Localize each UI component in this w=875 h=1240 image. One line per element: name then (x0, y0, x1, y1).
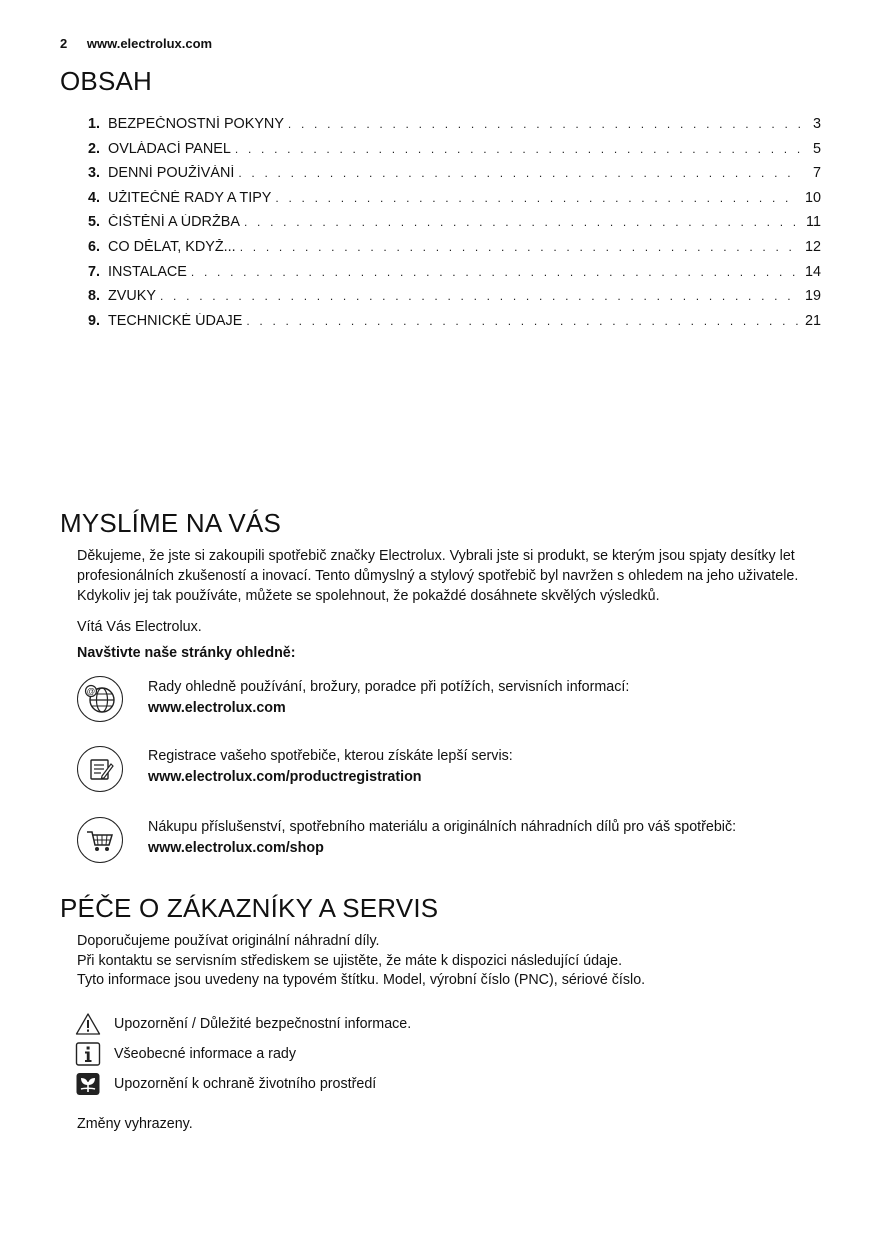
website-link[interactable]: www.electrolux.com (86, 36, 213, 51)
toc-number: 4. (88, 189, 101, 206)
page-number: 2 (60, 36, 68, 51)
toc-leader (160, 289, 799, 303)
section-title-thinking: MYSLÍME NA VÁS (60, 508, 281, 538)
legend-warning (75, 1012, 411, 1036)
info-text-shop (148, 817, 848, 859)
care-line: Tyto informace jsou uvedeny na typovém štítku. Model, výrobní číslo (PNC), sériové číslo. (77, 972, 646, 989)
legend-text: Upozornění / Důležité bezpečnostní informace. (114, 1016, 412, 1032)
toc-label: TECHNICKÉ ÚDAJE (108, 312, 243, 329)
toc-page: 21 (804, 312, 821, 329)
info-icon (75, 1042, 101, 1066)
toc-item[interactable] (88, 116, 821, 141)
info-text-registration (148, 746, 848, 788)
changes-note: Změny vyhrazeny. (77, 1116, 193, 1132)
toc-number: 5. (88, 214, 101, 231)
visit-heading: Navštivte naše stránky ohledně: (77, 645, 296, 661)
toc-item[interactable] (88, 214, 821, 239)
shopping-cart-icon (77, 817, 123, 863)
toc-page: 7 (812, 165, 821, 182)
website-link[interactable]: www.electrolux.com (148, 700, 286, 716)
toc-label: ČIŠTĚNÍ A ÚDRŽBA (108, 214, 240, 231)
info-description: Rady ohledně používání, brožury, poradce při potížích, servisních informací: (148, 679, 630, 695)
svg-text:@: @ (86, 686, 96, 696)
toc-leader (288, 117, 801, 131)
toc-leader (240, 240, 799, 254)
info-description: Registrace vašeho spotřebiče, kterou získáte lepší servis: (148, 748, 513, 764)
toc-number: 2. (88, 140, 101, 157)
toc-title: OBSAH (60, 66, 153, 96)
legend-text: Všeobecné informace a rady (114, 1046, 296, 1062)
toc-item[interactable] (88, 239, 821, 264)
registration-icon (77, 746, 123, 792)
toc-number: 6. (88, 238, 101, 255)
toc-label: UŽITEČNÉ RADY A TIPY (108, 189, 272, 206)
toc-page: 12 (804, 238, 821, 255)
warning-icon (75, 1012, 101, 1036)
toc-item[interactable] (88, 190, 821, 215)
care-paragraph (77, 932, 827, 991)
greeting-text: Vítá Vás Electrolux. (77, 619, 202, 635)
toc-label: BEZPEČNOSTNÍ POKYNY (108, 116, 284, 132)
toc-number: 8. (88, 288, 101, 305)
environment-icon (75, 1072, 101, 1096)
legend-text: Upozornění k ochraně životního prostředí (114, 1076, 377, 1092)
table-of-contents (88, 116, 821, 337)
toc-leader (246, 314, 799, 328)
legend-environment (75, 1072, 376, 1096)
toc-page: 14 (804, 263, 821, 280)
toc-leader (191, 265, 799, 279)
registration-link[interactable]: www.electrolux.com/productregistration (148, 769, 422, 785)
toc-number: 3. (88, 165, 101, 182)
info-item-shop (77, 817, 737, 863)
info-description: Nákupu příslušenství, spotřebního materiálu a originálních náhradních dílů pro váš spotřebič: (148, 819, 737, 835)
toc-label: CO DĚLAT, KDYŽ... (108, 238, 236, 255)
care-line: Při kontaktu se servisním střediskem se ujistěte, že máte k dispozici následující údaje. (77, 952, 623, 969)
toc-leader (238, 166, 801, 180)
toc-page: 5 (812, 140, 821, 157)
toc-number: 7. (88, 263, 101, 280)
section-title-care: PÉČE O ZÁKAZNÍKY A SERVIS (60, 893, 439, 923)
toc-number: 1. (88, 116, 101, 132)
care-line: Doporučujeme používat originální náhradní díly. (77, 933, 380, 949)
info-text-web (148, 677, 848, 719)
page-header (60, 36, 212, 51)
toc-page: 3 (812, 116, 821, 132)
intro-paragraph: Děkujeme, že jste si zakoupili spotřebič značky Electrolux. Vybrali jste si produkt, se kterým jsou spjaty desítky let profesionálních zkušeností a inovací. Tento důmyslný a stylový spotřebič byl navržen s ohledem na jeho uživatele. Kdykoliv jej tak používáte, můžete se spolehnout, že pokaždé dosáhnete skvělých výsledků. (77, 548, 799, 604)
toc-item[interactable] (88, 264, 821, 289)
toc-leader (244, 215, 800, 229)
info-item-web (77, 676, 630, 722)
toc-label: ZVUKY (108, 288, 156, 305)
toc-item[interactable] (88, 313, 821, 338)
toc-leader (235, 142, 801, 156)
toc-page: 11 (806, 214, 821, 231)
legend-info (75, 1042, 296, 1066)
toc-leader (275, 191, 799, 205)
toc-number: 9. (88, 312, 101, 329)
toc-label: DENNÍ POUŽÍVÁNÍ (108, 165, 235, 182)
toc-item[interactable] (88, 288, 821, 313)
toc-label: OVLÁDACÍ PANEL (108, 140, 231, 157)
info-item-registration (77, 746, 513, 792)
toc-label: INSTALACE (108, 263, 187, 280)
toc-page: 19 (804, 288, 821, 305)
shop-link[interactable]: www.electrolux.com/shop (148, 840, 324, 856)
toc-item[interactable] (88, 165, 821, 190)
globe-icon (77, 676, 123, 722)
toc-item[interactable] (88, 141, 821, 166)
toc-page: 10 (804, 189, 821, 206)
